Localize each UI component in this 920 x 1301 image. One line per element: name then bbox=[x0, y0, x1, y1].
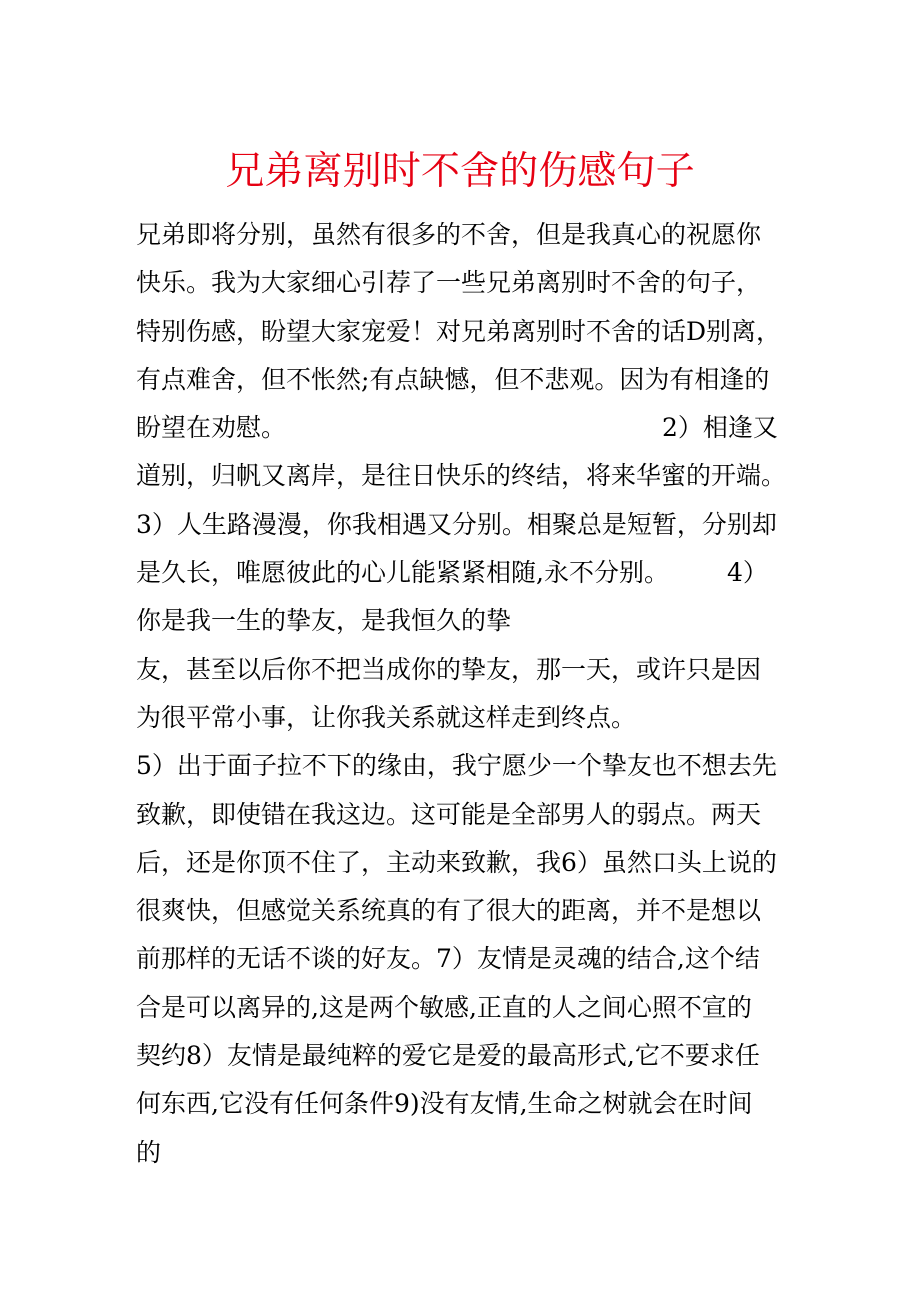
text-line bbox=[136, 356, 836, 404]
text-line bbox=[136, 597, 836, 645]
text-line bbox=[136, 549, 836, 597]
text-run: 契约8）友情是最纯粹的爱它是爱的最高形式,它不要求任 bbox=[136, 1041, 760, 1071]
text-line bbox=[136, 791, 836, 839]
text-run: 盼望在劝慰。 bbox=[136, 413, 287, 443]
text-line bbox=[136, 984, 836, 1032]
text-run: 有点难舍，但不怅然;有点缺憾，但不悲观。因为有相逢的 bbox=[136, 364, 770, 394]
document-title: 兄弟离别时不舍的伤感句子 bbox=[225, 149, 695, 194]
text-run: 合是可以离异的,这是两个敏感,正直的人之间心照不宣的 bbox=[136, 992, 752, 1022]
text-run: 是久长，唯愿彼此的心儿能紧紧相随,永不分别。 bbox=[136, 558, 669, 588]
text-line bbox=[136, 452, 836, 500]
text-run: 前那样的无话不谈的好友。7）友情是灵魂的结合,这个结 bbox=[136, 944, 760, 974]
text-line bbox=[136, 1080, 836, 1128]
text-run: 道别，归帆又离岸，是往日快乐的终结，将来华蜜的开端。 bbox=[136, 461, 787, 491]
text-line bbox=[136, 308, 836, 356]
text-run: 友，甚至以后你不把当成你的挚友，那一天，或许只是因 bbox=[136, 654, 762, 684]
text-line bbox=[136, 694, 836, 742]
text-line bbox=[136, 501, 836, 549]
text-run: 4） bbox=[726, 558, 768, 588]
text-line bbox=[136, 1032, 836, 1080]
text-line bbox=[136, 1129, 836, 1177]
text-run: 致歉，即使错在我这边。这可能是全部男人的弱点。两天 bbox=[136, 799, 762, 829]
text-run: 兄弟即将分别，虽然有很多的不舍，但是我真心的祝愿你 bbox=[136, 220, 762, 249]
text-run: 你是我一生的挚友，是我恒久的挚 bbox=[136, 606, 512, 636]
text-line bbox=[136, 839, 836, 887]
text-run: 3）人生路漫漫，你我相遇又分别。相聚总是短暂，分别却 bbox=[136, 509, 777, 539]
text-line bbox=[136, 887, 836, 935]
text-line bbox=[136, 742, 836, 790]
text-run: 何东西,它没有任何条件9)没有友情,生命之树就会在时间 bbox=[136, 1089, 753, 1119]
text-run: 快乐。我为大家细心引荐了一些兄弟离别时不舍的句子， bbox=[136, 268, 762, 298]
text-run: 特别伤感，盼望大家宠爱！对兄弟离别时不舍的话D别离， bbox=[136, 316, 782, 346]
text-line bbox=[136, 211, 836, 259]
text-run: 2）相逢又 bbox=[662, 413, 778, 443]
text-run: 后，还是你顶不住了，主动来致歉，我6）虽然口头上说的 bbox=[136, 847, 777, 877]
text-run: 的 bbox=[136, 1137, 162, 1167]
text-run: 很爽快，但感觉关系统真的有了很大的距离，并不是想以 bbox=[136, 896, 762, 926]
text-line bbox=[136, 646, 836, 694]
document-body bbox=[136, 211, 836, 1177]
text-run: 为很平常小事，让你我关系就这样走到终点。 bbox=[136, 702, 637, 732]
text-line bbox=[136, 935, 836, 983]
text-run: 5）出于面子拉不下的缘由，我宁愿少一个挚友也不想去先 bbox=[136, 751, 777, 781]
text-line bbox=[136, 404, 836, 452]
text-line bbox=[136, 259, 836, 307]
